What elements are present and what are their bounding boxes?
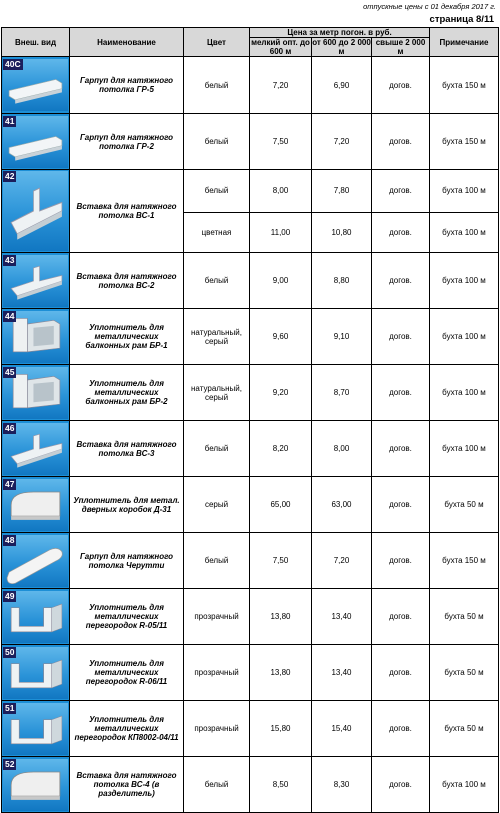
product-note: бухта 100 м — [430, 421, 499, 477]
price-over-2000: догов. — [372, 365, 430, 421]
product-note: бухта 150 м — [430, 114, 499, 170]
product-color: серый — [184, 477, 250, 533]
product-color: цветная — [184, 212, 250, 253]
product-note: бухта 50 м — [430, 645, 499, 701]
price-600-2000: 7,20 — [312, 533, 372, 589]
price-small-wholesale: 13,80 — [250, 589, 312, 645]
product-color: белый — [184, 57, 250, 114]
product-color: белый — [184, 114, 250, 170]
product-note: бухта 150 м — [430, 57, 499, 114]
col-header-price-small: мелкий опт. до 600 м — [251, 38, 310, 56]
price-600-2000: 8,70 — [312, 365, 372, 421]
product-number-badge: 41 — [5, 115, 15, 126]
product-note: бухта 100 м — [430, 757, 499, 813]
table-row — [2, 365, 499, 421]
col-header-color: Цвет — [184, 28, 250, 57]
product-name: Вставка для натяжного потолка ВС-3 — [70, 421, 184, 477]
product-note: бухта 100 м — [430, 309, 499, 365]
product-note: бухта 100 м — [430, 170, 499, 213]
price-600-2000: 7,20 — [312, 114, 372, 170]
price-600-2000: 15,40 — [312, 701, 372, 757]
price-small-wholesale: 11,00 — [250, 212, 312, 253]
table-row — [2, 589, 499, 645]
price-600-2000: 13,40 — [312, 589, 372, 645]
product-note: бухта 150 м — [430, 533, 499, 589]
product-color: белый — [184, 533, 250, 589]
product-color: белый — [184, 170, 250, 213]
price-over-2000: догов. — [372, 114, 430, 170]
product-image — [2, 114, 70, 170]
product-number-badge: 40С — [5, 59, 21, 69]
product-number-badge: 46 — [5, 422, 15, 433]
product-number-badge: 49 — [5, 590, 15, 601]
product-name: Уплотнитель для металлических перегородок КП8002-04/11 — [70, 701, 184, 757]
product-name: Уплотнитель для металлических балконных рам БР-1 — [70, 309, 184, 365]
product-note: бухта 100 м — [430, 365, 499, 421]
price-small-wholesale: 8,50 — [250, 757, 312, 813]
product-thumbnail — [3, 116, 68, 168]
product-image — [2, 365, 70, 421]
price-small-wholesale: 15,80 — [250, 701, 312, 757]
product-color: прозрачный — [184, 701, 250, 757]
price-over-2000: догов. — [372, 757, 430, 813]
product-image — [2, 421, 70, 477]
product-name: Вставка для натяжного потолка ВС-1 — [70, 170, 184, 253]
product-image — [2, 57, 70, 114]
product-thumbnail — [3, 367, 68, 419]
price-over-2000: догов. — [372, 645, 430, 701]
price-table — [1, 27, 499, 813]
price-small-wholesale: 8,20 — [250, 421, 312, 477]
insert-profile-icon — [3, 171, 68, 251]
product-number-badge: 52 — [5, 758, 15, 769]
product-number-badge: 51 — [5, 702, 15, 713]
col-header-note: Примечание — [430, 28, 499, 57]
page-number: страница 8/11 — [429, 14, 494, 25]
product-color: прозрачный — [184, 589, 250, 645]
table-row — [2, 253, 499, 309]
product-name: Гарпуп для натяжного потолка ГР-5 — [70, 57, 184, 114]
product-name: Вставка для натяжного потолка ВС-4 (в разделитель) — [70, 757, 184, 813]
price-over-2000: догов. — [372, 477, 430, 533]
product-number-badge: 42 — [5, 171, 15, 181]
product-name: Уплотнитель для металлических перегородок R-06/11 — [70, 645, 184, 701]
product-image — [2, 477, 70, 533]
price-600-2000: 63,00 — [312, 477, 372, 533]
product-note: бухта 50 м — [430, 589, 499, 645]
product-note: бухта 50 м — [430, 477, 499, 533]
col-header-price-group: Цена за метр погон. в руб. — [250, 28, 430, 38]
price-over-2000: догов. — [372, 533, 430, 589]
product-image — [2, 757, 70, 813]
price-600-2000: 8,00 — [312, 421, 372, 477]
product-note: бухта 50 м — [430, 701, 499, 757]
price-over-2000: догов. — [372, 170, 430, 213]
price-small-wholesale: 7,20 — [250, 57, 312, 114]
product-number-badge: 47 — [5, 478, 15, 489]
price-small-wholesale: 13,80 — [250, 645, 312, 701]
product-thumbnail — [3, 311, 68, 363]
price-over-2000: догов. — [372, 309, 430, 365]
product-thumbnail — [3, 535, 68, 587]
product-thumbnail — [3, 591, 68, 643]
price-small-wholesale: 8,00 — [250, 170, 312, 213]
product-color: белый — [184, 421, 250, 477]
price-over-2000: догов. — [372, 701, 430, 757]
product-thumbnail — [3, 647, 68, 699]
product-image — [2, 309, 70, 365]
table-row — [2, 757, 499, 813]
price-600-2000: 8,30 — [312, 757, 372, 813]
product-name: Гарпуп для натяжного потолка ГР-2 — [70, 114, 184, 170]
product-thumbnail — [3, 479, 68, 531]
col-header-price-mid: от 600 до 2 000 м — [312, 38, 371, 56]
product-image — [2, 533, 70, 589]
product-number-badge: 45 — [5, 366, 15, 377]
product-image — [2, 170, 70, 253]
product-name: Гарпуп для натяжного потолка Черутти — [70, 533, 184, 589]
product-number-badge: 43 — [5, 254, 15, 265]
price-over-2000: догов. — [372, 57, 430, 114]
product-color: натуральный, серый — [184, 365, 250, 421]
table-row — [2, 57, 499, 114]
product-color: белый — [184, 757, 250, 813]
table-row — [2, 309, 499, 365]
product-name: Уплотнитель для метал. дверных коробок Д-31 — [70, 477, 184, 533]
product-thumbnail — [3, 171, 68, 251]
price-date-note: отпускные цены с 01 декабря 2017 г. — [363, 2, 496, 11]
table-row — [2, 645, 499, 701]
product-name: Уплотнитель для металлических балконных рам БР-2 — [70, 365, 184, 421]
product-image — [2, 701, 70, 757]
price-600-2000: 6,90 — [312, 57, 372, 114]
table-row — [2, 421, 499, 477]
product-name: Вставка для натяжного потолка ВС-2 — [70, 253, 184, 309]
col-header-price-large: свыше 2 000 м — [372, 38, 430, 57]
price-over-2000: догов. — [372, 253, 430, 309]
price-600-2000: 10,80 — [312, 212, 372, 253]
table-row — [2, 170, 499, 213]
product-color: белый — [184, 253, 250, 309]
price-600-2000: 7,80 — [312, 170, 372, 213]
product-image — [2, 253, 70, 309]
price-600-2000: 8,80 — [312, 253, 372, 309]
price-small-wholesale: 9,60 — [250, 309, 312, 365]
product-note: бухта 100 м — [430, 212, 499, 253]
price-600-2000: 13,40 — [312, 645, 372, 701]
table-row — [2, 701, 499, 757]
price-small-wholesale: 65,00 — [250, 477, 312, 533]
product-color: прозрачный — [184, 645, 250, 701]
price-over-2000: догов. — [372, 421, 430, 477]
price-600-2000: 9,10 — [312, 309, 372, 365]
col-header-view: Внеш. вид — [2, 28, 70, 57]
product-image — [2, 645, 70, 701]
product-thumbnail — [3, 59, 68, 111]
product-thumbnail — [3, 759, 68, 811]
product-thumbnail — [3, 255, 68, 307]
product-number-badge: 50 — [5, 646, 15, 657]
col-header-name: Наименование — [70, 28, 184, 57]
product-thumbnail — [3, 703, 68, 755]
product-note: бухта 100 м — [430, 253, 499, 309]
product-name: Уплотнитель для металлических перегородок R-05/11 — [70, 589, 184, 645]
product-number-badge: 48 — [5, 534, 15, 545]
price-over-2000: догов. — [372, 212, 430, 253]
table-row — [2, 114, 499, 170]
table-row — [2, 533, 499, 589]
product-image — [2, 589, 70, 645]
product-number-badge: 44 — [5, 310, 15, 321]
price-small-wholesale: 9,00 — [250, 253, 312, 309]
price-small-wholesale: 9,20 — [250, 365, 312, 421]
price-small-wholesale: 7,50 — [250, 114, 312, 170]
product-thumbnail — [3, 423, 68, 475]
table-row — [2, 477, 499, 533]
price-small-wholesale: 7,50 — [250, 533, 312, 589]
product-color: натуральный, серый — [184, 309, 250, 365]
price-over-2000: догов. — [372, 589, 430, 645]
